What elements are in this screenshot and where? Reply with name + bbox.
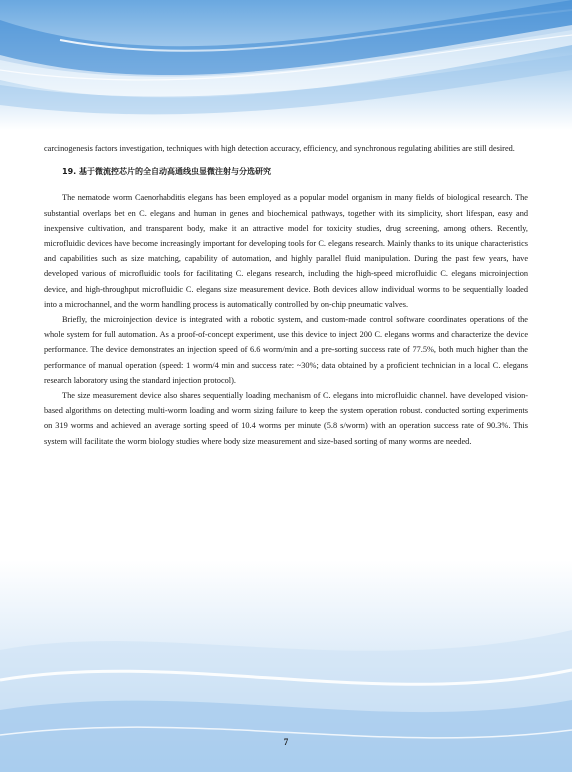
page-number: 7 [283,737,289,747]
body-paragraph: Briefly, the microinjection device is integrated with a robotic system, and custom-made control software coordinates operations of the whole system for full automation. As a proof-of-concept experiment, use this device to inject 200 C. elegans worms and characterize the device performance. The device demonstrates an injection speed of 6.6 worm/min and a pre-sorting success rate of 77.5%, both much higher than the performance of manual operation (speed: 1 worm/4 min and success rate: ~30%; data obtained by a proficient technician in a local C. elegans research laboratory using the standard injection protocol). [44,315,528,385]
article-body [44,141,528,449]
top-decorative-banner [0,0,572,130]
body-paragraph: The size measurement device also shares sequentially loading mechanism of C. elegans into microfluidic channel. have developed vision-based algorithms on detecting multi-worm loading and worm sizing failure to keep the system operation robust. conducted sorting experiments on 319 worms and achieved an average sorting speed of 10.4 worms per minute (5.8 s/worm) with an operation success rate of 90.3%. This system will facilitate the worm biology studies where body size measurement and size-based sorting of many worms are needed. [44,391,528,446]
intro-paragraph: carcinogenesis factors investigation, techniques with high detection accuracy, efficiency, and synchronous regulating abilities are still desired. [44,144,515,153]
section-heading: 19. 基于微流控芯片的全自动高通线虫显微注射与分选研究 [62,167,271,177]
body-paragraph: The nematode worm Caenorhabditis elegans has been employed as a popular model organism in many fields of biological research. The substantial overlaps bet en C. elegans and human in genes and biochemical pathways, together with its simplicity, short lifespan, easy and inexpensive cultivation, and transparent body, make it an attractive model for toxicity studies, drug screening, among others. Recently, microfluidic devices have become increasingly important for developing tools for C. elegans research. Mainly thanks to its unique characteristics and capabilities such as size matching, capability of automation, and highly parallel fluid manipulation. During the past few years, have developed various of microfluidic tools for facilitating C. elegans research, including the high-speed microfluidic C. elegans microinjection device, and high-throughput microfluidic C. elegans size measurement device. Both devices allow individual worms to be sequentially loaded into a microchannel, and the worm handling process is automatically controlled by on-chip pneumatic valves. [44,193,528,309]
